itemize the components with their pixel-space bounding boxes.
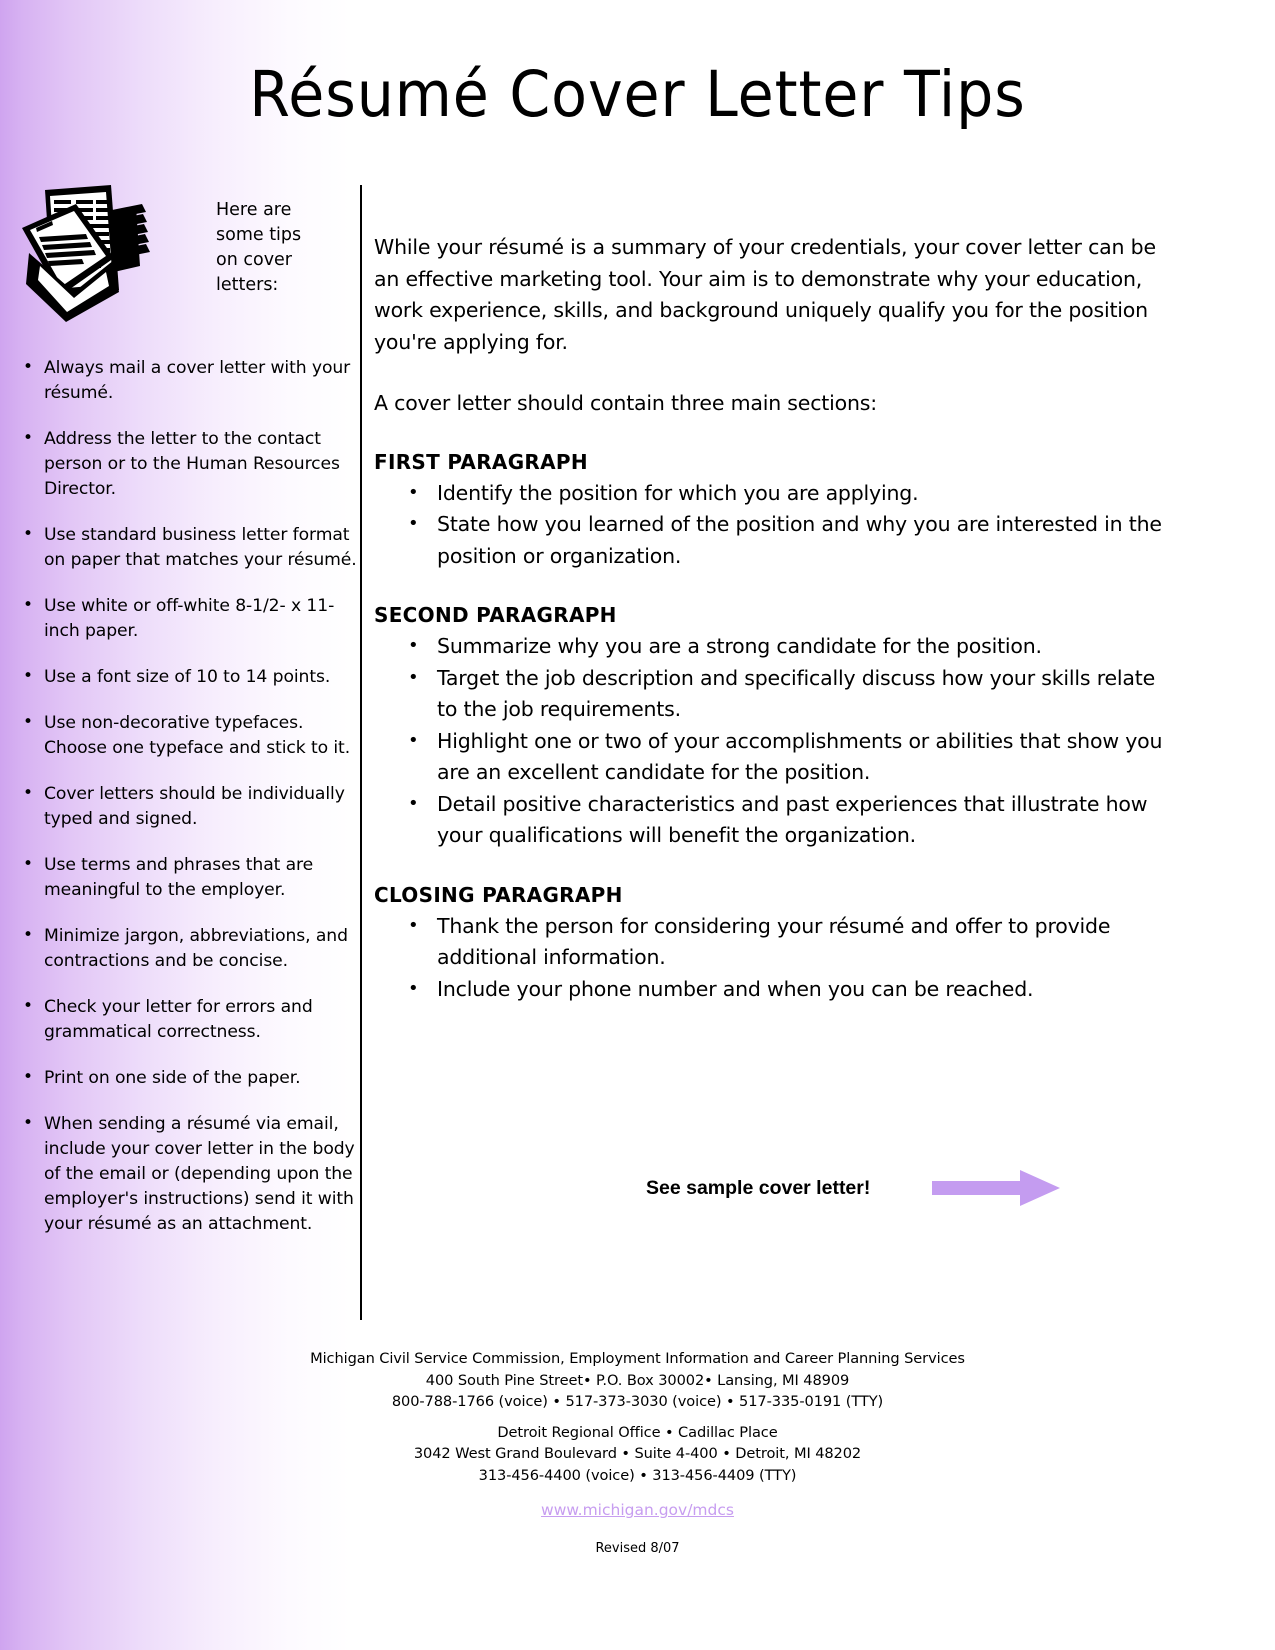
documents-envelope-clipart-icon — [14, 180, 206, 330]
footer-line: 400 South Pine Street• P.O. Box 30002• Lansing, MI 48909 — [425, 1371, 850, 1389]
section-second-paragraph — [374, 603, 1174, 852]
list-item: • Use white or off-white 8-1/2- x 11-inch paper. — [14, 594, 358, 644]
list-item: • Check your letter for errors and grammatical correctness. — [14, 995, 358, 1045]
tips-list — [14, 356, 358, 1237]
section-heading: CLOSING PARAGRAPH — [374, 882, 623, 907]
list-item: • Use non-decorative typefaces. Choose one typeface and stick to it. — [14, 711, 358, 761]
list-item: • Address the letter to the contact person or to the Human Resources Director. — [14, 427, 358, 502]
footer-line: Michigan Civil Service Commission, Employment Information and Career Planning Services — [310, 1350, 965, 1367]
footer-line: 313-456-4400 (voice) • 313-456-4409 (TTY) — [478, 1466, 797, 1484]
list-item: • Detail positive characteristics and past experiences that illustrate how your qualifications will benefit the organization. — [374, 789, 1174, 852]
column-divider — [360, 185, 362, 1320]
list-item: • Print on one side of the paper. — [14, 1066, 358, 1091]
footer-line: 3042 West Grand Boulevard • Suite 4-400 • Detroit, MI 48202 — [413, 1445, 862, 1462]
section-heading: SECOND PARAGRAPH — [374, 603, 617, 627]
footer-spacer — [0, 1413, 1275, 1422]
list-item: • Cover letters should be individually typed and signed. — [14, 782, 358, 832]
sidebar-intro-caption: Here are some tips on cover letters: — [216, 200, 302, 295]
sidebar-header — [14, 180, 358, 330]
list-item: • Use a font size of 10 to 14 points. — [14, 665, 358, 690]
section-first-paragraph — [374, 450, 1174, 573]
sidebar — [14, 180, 358, 1258]
footer-website-link[interactable]: www.michigan.gov/mdcs — [541, 1501, 734, 1519]
list-item: • Target the job description and specifically discuss how your skills relate to the job requirements. — [374, 663, 1174, 726]
see-sample-label: See sample cover letter! — [646, 1176, 871, 1199]
list-item: • Always mail a cover letter with your résumé. — [14, 356, 358, 406]
list-item: • When sending a résumé via email, include your cover letter in the body of the email or (depending upon the employer's instructions) send it with your résumé as an attachment. — [14, 1112, 358, 1237]
see-sample-callout — [374, 1168, 1174, 1208]
page-title: Résumé Cover Letter Tips — [249, 58, 1026, 131]
section-closing-paragraph — [374, 883, 1174, 1006]
footer-revised-date: Revised 8/07 — [595, 1541, 680, 1556]
footer-website-wrap — [0, 1486, 1275, 1519]
list-item: • Include your phone number and when you can be reached. — [374, 974, 1174, 1006]
section-list — [374, 631, 1174, 852]
list-item: • Thank the person for considering your résumé and offer to provide additional information. — [374, 911, 1174, 974]
footer-line: Detroit Regional Office • Cadillac Place — [497, 1423, 778, 1441]
lead-in-paragraph: A cover letter should contain three main sections: — [374, 391, 877, 415]
section-heading: FIRST PARAGRAPH — [374, 449, 588, 474]
list-item: • Use terms and phrases that are meaningful to the employer. — [14, 853, 358, 903]
intro-paragraph: While your résumé is a summary of your credentials, your cover letter can be an effective marketing tool. Your aim is to demonstrate why your education, work experience, skills, and background uniquely qualify you for the position you're applying for. — [374, 235, 1156, 354]
main-content — [374, 232, 1174, 1036]
list-item: • Highlight one or two of your accomplishments or abilities that show you are an excellent candidate for the position. — [374, 726, 1174, 789]
list-item: • State how you learned of the position and why you are interested in the position or organization. — [374, 509, 1174, 572]
footer — [0, 1348, 1275, 1556]
list-item: • Minimize jargon, abbreviations, and contractions and be concise. — [14, 924, 358, 974]
footer-line: 800-788-1766 (voice) • 517-373-3030 (voice) • 517-335-0191 (TTY) — [391, 1393, 884, 1410]
list-item: • Identify the position for which you are applying. — [374, 478, 1174, 510]
section-list — [374, 911, 1174, 1006]
list-item: • Summarize why you are a strong candidate for the position. — [374, 631, 1174, 663]
list-item: • Use standard business letter format on paper that matches your résumé. — [14, 523, 358, 573]
right-arrow-icon — [932, 1168, 1062, 1208]
section-list — [374, 478, 1174, 573]
